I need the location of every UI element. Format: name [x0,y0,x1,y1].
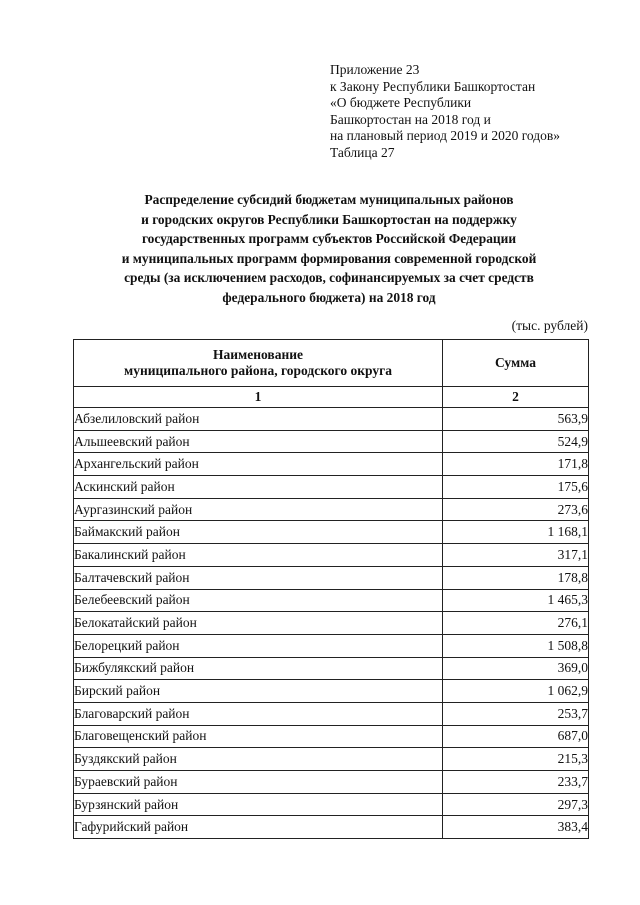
column-number: 2 [443,387,589,408]
title-line: федерального бюджета) на 2018 год [222,289,436,305]
column-number-row [74,387,589,408]
district-name: Баймакский район [74,521,443,544]
header-name [74,340,443,387]
subsidy-amount: 171,8 [443,453,589,476]
subsidy-amount: 383,4 [443,816,589,839]
subsidy-amount: 178,8 [443,566,589,589]
appendix-line: Приложение 23 [330,62,420,77]
subsidy-amount: 1 168,1 [443,521,589,544]
appendix-line: «О бюджете Республики [330,95,472,111]
subsidy-amount: 233,7 [443,771,589,794]
table-row [74,816,589,839]
table-row [74,657,589,680]
table-row [74,612,589,635]
table-row [74,725,589,748]
district-name: Белорецкий район [74,634,443,657]
title-line: Распределение субсидий бюджетам муниципальных районов [144,192,514,207]
subsidy-amount: 253,7 [443,702,589,725]
district-name: Белокатайский район [74,612,443,635]
subsidy-amount: 1 508,8 [443,634,589,657]
district-name: Альшеевский район [74,430,443,453]
subsidy-amount: 276,1 [443,612,589,635]
title-line: и муниципальных программ формирования современной городской [121,250,537,266]
subsidy-amount: 369,0 [443,657,589,680]
subsidy-amount: 175,6 [443,476,589,499]
units-label: (тыс. рублей) [511,318,588,333]
table-row [74,521,589,544]
district-name: Бижбулякский район [74,657,443,680]
district-name: Благовещенский район [74,725,443,748]
subsidy-table [73,339,589,839]
header-sum: Сумма [443,340,589,387]
district-name: Бурзянский район [74,793,443,816]
table-number: Таблица 27 [330,144,395,160]
title-line: и городских округов Республики Башкортостан на поддержку [141,211,517,227]
district-name: Благоварский район [74,702,443,725]
table-row [74,771,589,794]
subsidy-amount: 273,6 [443,498,589,521]
district-name: Аургазинский район [74,498,443,521]
subsidy-amount: 297,3 [443,793,589,816]
table-row [74,589,589,612]
table-body [74,408,589,839]
district-name: Архангельский район [74,453,443,476]
district-name: Бураевский район [74,771,443,794]
subsidy-amount: 1 062,9 [443,680,589,703]
subsidy-amount: 317,1 [443,544,589,567]
table-header-row [74,340,589,387]
table-row [74,680,589,703]
table-row [74,476,589,499]
subsidy-amount: 524,9 [443,430,589,453]
column-number: 1 [74,387,443,408]
district-name: Бакалинский район [74,544,443,567]
district-name: Буздякский район [74,748,443,771]
title-line: государственных программ субъектов Российской Федерации [141,231,517,246]
subsidy-amount: 1 465,3 [443,589,589,612]
table-row [74,793,589,816]
table-row [74,453,589,476]
appendix-header [330,62,560,162]
subsidy-amount: 687,0 [443,725,589,748]
table-row [74,498,589,521]
document-title [70,190,588,307]
table-row [74,430,589,453]
district-name: Гафурийский район [74,816,443,839]
header-name-line1: Наименование [213,347,303,362]
district-name: Балтачевский район [74,566,443,589]
district-name: Бирский район [74,680,443,703]
table-row [74,408,589,431]
table-row [74,544,589,567]
table-row [74,634,589,657]
header-name-line2: муниципального района, городского округа [124,363,392,378]
district-name: Белебеевский район [74,589,443,612]
district-name: Абзелиловский район [74,408,443,431]
table-row [74,702,589,725]
appendix-line: на плановый период 2019 и 2020 годов» [330,128,561,144]
title-line: среды (за исключением расходов, софинансируемых за счет средств [124,270,534,285]
district-name: Аскинский район [74,476,443,499]
appendix-line: Башкортостан на 2018 год и [330,111,491,127]
table-row [74,566,589,589]
appendix-line: к Закону Республики Башкортостан [330,78,536,94]
subsidy-amount: 563,9 [443,408,589,431]
subsidy-amount: 215,3 [443,748,589,771]
table-row [74,748,589,771]
